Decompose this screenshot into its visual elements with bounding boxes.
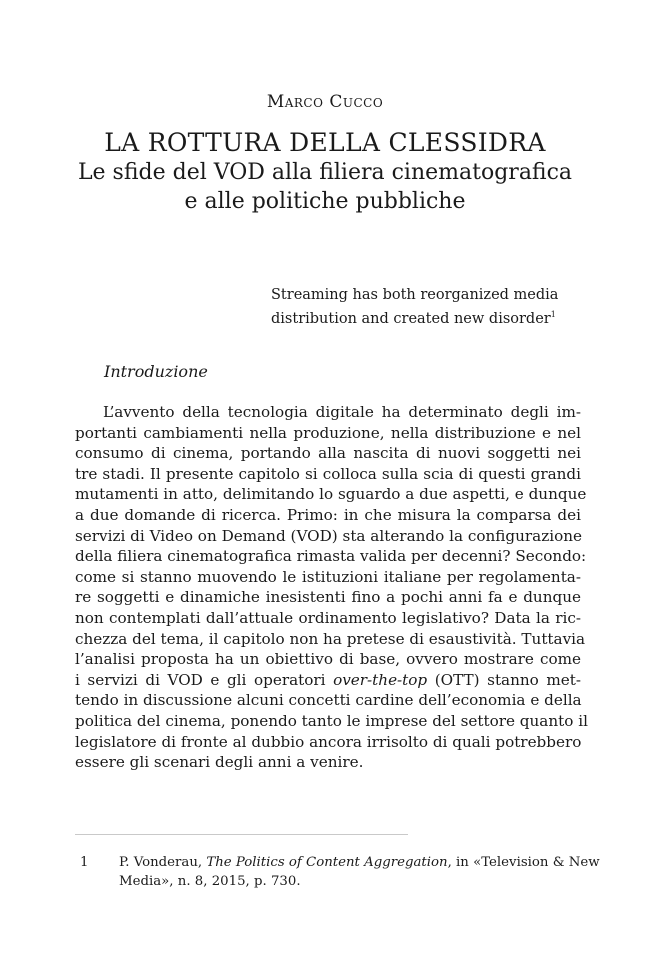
footnote-number: 1	[80, 855, 89, 870]
body-line: della filiera cinematografica rimasta valida per decenni? Secondo:	[75, 547, 587, 566]
body-line: legislatore di fronte al dubbio ancora irrisolto di quali potrebbero	[75, 732, 582, 751]
body-line: essere gli scenari degli anni a venire.	[75, 753, 364, 772]
footnote-line-1	[119, 853, 600, 872]
body-line: mutamenti in atto, delimitando lo sguardo a due aspetti, e dunque	[75, 485, 587, 504]
body-line: l’analisi proposta ha un obiettivo di base, ovvero mostrare come	[75, 650, 581, 669]
epigraph	[271, 285, 591, 329]
epigraph-line-2	[271, 305, 591, 329]
chapter-title-block	[0, 128, 650, 216]
body-line: L’avvento della tecnologia digitale ha determinato degli im-	[103, 403, 581, 421]
chapter-subtitle-line-1: Le sfide del VOD alla filiera cinematografica	[77, 160, 573, 185]
body-italic-term: over-the-top	[333, 670, 428, 689]
body-line: servizi di Video on Demand (VOD) sta alterando la configurazione	[75, 526, 582, 545]
body-line: come si stanno muovendo le istituzioni italiane per regolamenta-	[75, 567, 581, 586]
body-line: portanti cambiamenti nella produzione, nella distribuzione e nel	[75, 423, 581, 442]
body-line: tre stadi. Il presente capitolo si colloca sulla scia di questi grandi	[75, 464, 581, 483]
body-line: a due domande di ricerca. Primo: in che misura la comparsa dei	[75, 505, 581, 524]
body-line: chezza del tema, il capitolo non ha pretese di esaustività. Tuttavia	[75, 629, 586, 648]
chapter-title: LA ROTTURA DELLA CLESSIDRA	[104, 128, 546, 157]
body-text-span: (OTT) stanno met-	[427, 670, 582, 689]
epigraph-line-1: Streaming has both reorganized media	[271, 287, 559, 303]
body-line: consumo di cinema, portando alla nascita di nuovi soggetti nei	[75, 444, 581, 463]
footnote-divider	[75, 834, 408, 835]
body-line	[75, 670, 581, 691]
footnote-author: P. Vonderau,	[119, 855, 207, 870]
body-text-span: i servizi di VOD e gli operatori	[75, 670, 334, 689]
footnote-text	[119, 853, 600, 891]
body-line: politica del cinema, ponendo tanto le imprese del settore quanto il	[75, 711, 588, 730]
body-line: re soggetti e dinamiche inesistenti fino a pochi anni fa e dunque	[75, 588, 581, 607]
footnote-reference[interactable]: 1	[550, 310, 556, 319]
body-line: non contemplati dall’attuale ordinamento legislativo? Data la ric-	[75, 608, 581, 627]
epigraph-line-2-text: distribution and created new disorder	[271, 310, 551, 327]
footnote-work-title: The Politics of Content Aggregation	[206, 855, 448, 870]
chapter-subtitle-line-2: e alle politiche pubbliche	[184, 189, 466, 214]
footnote-line-2: Media», n. 8, 2015, p. 730.	[119, 874, 301, 889]
section-heading: Introduzione	[104, 362, 208, 381]
body-line: tendo in discussione alcuni concetti cardine dell’economia e della	[75, 691, 582, 710]
footnote-source: , in «Television & New	[447, 855, 600, 870]
author-name: Marco Cucco	[266, 92, 384, 112]
footnote	[75, 853, 600, 891]
body-paragraph	[75, 402, 588, 773]
